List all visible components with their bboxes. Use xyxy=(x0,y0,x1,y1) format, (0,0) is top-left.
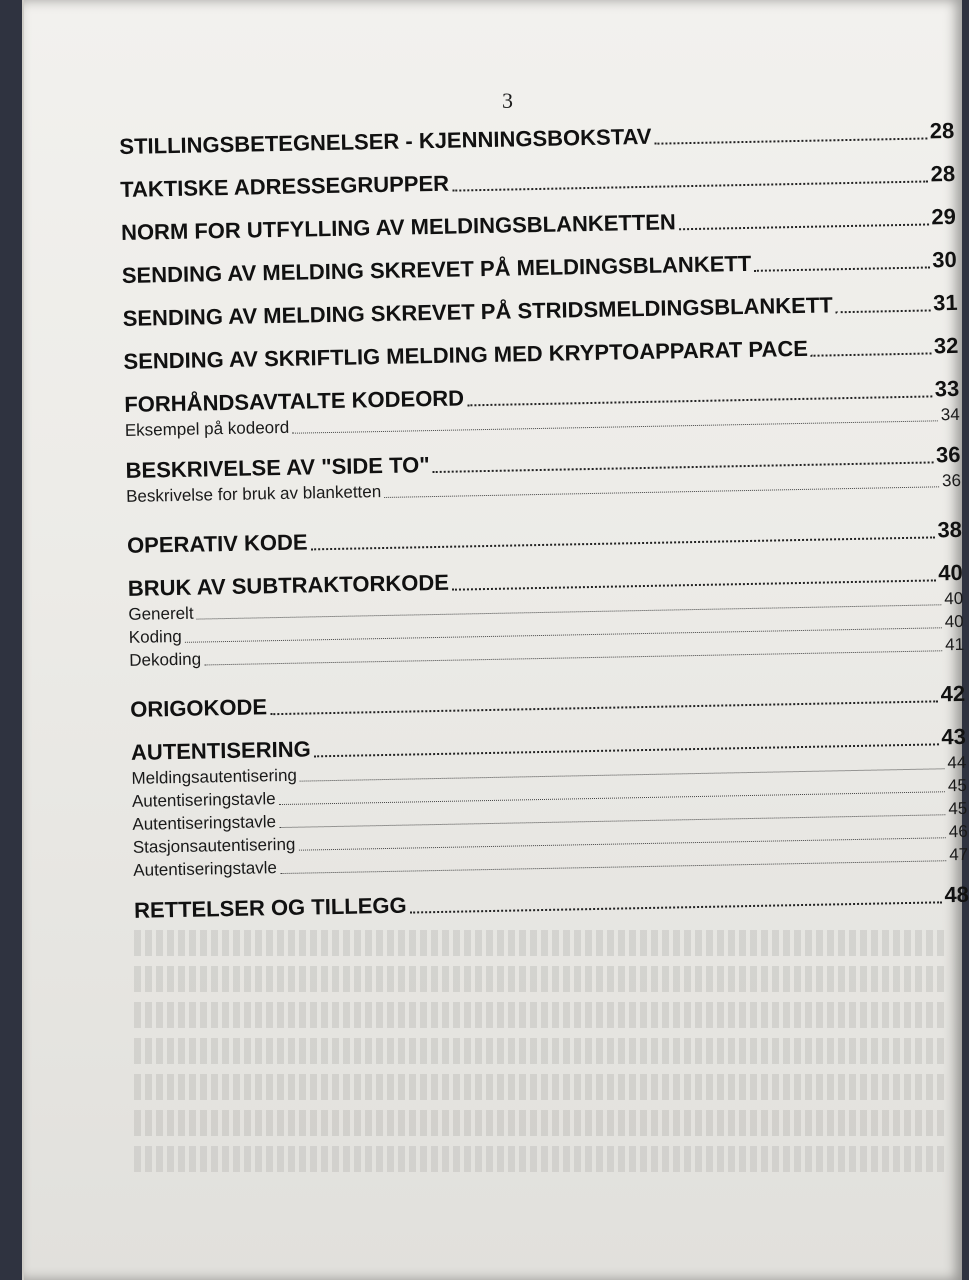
toc-entry-title: Meldingsautentisering xyxy=(131,765,298,788)
toc-heading-entry xyxy=(119,118,954,160)
dot-leader xyxy=(754,266,929,271)
dot-leader xyxy=(384,486,939,498)
toc-entry-page: 45 xyxy=(947,775,967,796)
toc-entry-page: 40 xyxy=(944,588,964,609)
toc-entry-title: Dekoding xyxy=(129,649,202,670)
toc-entry-page: 38 xyxy=(937,516,963,543)
dot-leader xyxy=(836,309,930,313)
toc-heading-entry xyxy=(130,681,965,723)
toc-entry-title: BRUK AV SUBTRAKTORKODE xyxy=(127,569,450,601)
toc-entry-page: 33 xyxy=(934,375,960,402)
toc-entry-page: 45 xyxy=(948,798,968,819)
toc-entry-page: 30 xyxy=(931,246,957,273)
toc-entry-title: Autentiseringstavle xyxy=(131,789,276,811)
toc-entry-page: 36 xyxy=(935,441,961,468)
toc-entry-page: 29 xyxy=(931,203,957,230)
toc-entry-title: SENDING AV MELDING SKREVET PÅ STRIDSMELDINGSBLANKETT xyxy=(122,292,833,331)
toc-entry-title: RETTELSER OG TILLEGG xyxy=(133,892,407,923)
dot-leader xyxy=(452,180,928,191)
toc-entry-page: 34 xyxy=(940,404,960,425)
toc-entry-title: Beskrivelse for bruk av blanketten xyxy=(125,482,382,506)
dot-leader xyxy=(410,901,942,913)
toc-heading-entry xyxy=(122,290,957,332)
toc-entry-page: 40 xyxy=(944,611,964,632)
document-page xyxy=(22,0,969,1280)
toc-entry-page: 41 xyxy=(945,634,965,655)
dot-leader xyxy=(452,579,935,590)
toc-entry-title: Koding xyxy=(128,626,182,647)
toc-heading-entry xyxy=(121,204,956,246)
dot-leader xyxy=(433,461,933,473)
dot-leader xyxy=(280,860,946,874)
toc-heading-entry xyxy=(123,333,958,375)
toc-entry-title: Autentiseringstavle xyxy=(132,812,277,834)
toc-entry-title: AUTENTISERING xyxy=(130,736,311,765)
toc-entry-page: 47 xyxy=(949,844,969,865)
toc-entry-title: OPERATIV KODE xyxy=(126,529,308,558)
toc-entry-page: 43 xyxy=(941,723,967,750)
toc-entry-page: 28 xyxy=(930,160,956,187)
toc-entry-page: 28 xyxy=(929,117,955,144)
dot-leader xyxy=(270,700,938,715)
dot-leader xyxy=(467,395,932,406)
toc-entry-title: FORHÅNDSAVTALTE KODEORD xyxy=(124,385,465,417)
toc-entry-title: Autentiseringstavle xyxy=(133,858,278,880)
toc-heading-entry xyxy=(127,517,962,559)
toc-entry-page: 32 xyxy=(933,332,959,359)
dot-leader xyxy=(811,352,931,356)
toc-heading-entry xyxy=(122,247,957,289)
toc-entry-page: 48 xyxy=(944,881,969,908)
toc-entry-page: 44 xyxy=(947,752,967,773)
toc-entry-title: Stasjonsautentisering xyxy=(132,834,296,857)
toc-heading-entry xyxy=(120,161,955,203)
toc-entry-page: 40 xyxy=(938,559,963,586)
toc-heading-entry xyxy=(134,882,969,924)
toc-entry-title: TAKTISKE ADRESSEGRUPPER xyxy=(119,170,450,202)
toc-entry-title: ORIGOKODE xyxy=(129,694,268,722)
toc-entry-title: STILLINGSBETEGNELSER - KJENNINGSBOKSTAV xyxy=(119,123,652,159)
dot-leader xyxy=(292,420,938,433)
dot-leader xyxy=(655,137,927,144)
dot-leader xyxy=(311,536,935,550)
toc-entry-page: 46 xyxy=(948,821,968,842)
page-number: 3 xyxy=(502,88,513,113)
toc-entry-title: SENDING AV MELDING SKREVET PÅ MELDINGSBLANKETT xyxy=(121,250,752,288)
dot-leader xyxy=(204,650,942,665)
toc-entry-title: SENDING AV SKRIFTLIG MELDING MED KRYPTOAPPARAT PACE xyxy=(123,335,809,374)
dot-leader xyxy=(679,223,929,230)
bleed-through-text xyxy=(134,930,944,1230)
toc-entry-page: 36 xyxy=(941,470,962,491)
toc-entry-page: 42 xyxy=(940,680,966,707)
toc-entry-page: 31 xyxy=(932,289,958,316)
toc-entry-title: Eksempel på kodeord xyxy=(124,417,290,440)
toc-entry-title: NORM FOR UTFYLLING AV MELDINGSBLANKETTEN xyxy=(120,209,677,245)
toc-entry-title: Generelt xyxy=(128,603,194,624)
toc-entry-title: BESKRIVELSE AV "SIDE TO" xyxy=(125,452,430,483)
table-of-contents xyxy=(119,110,969,924)
